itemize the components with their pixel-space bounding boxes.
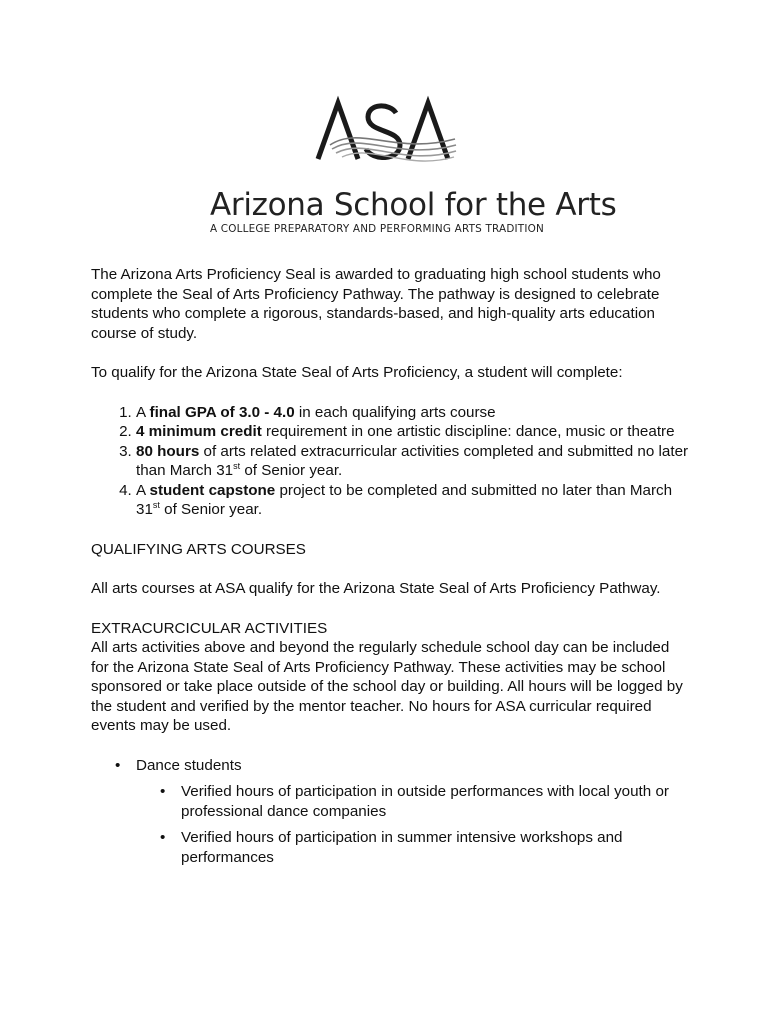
requirements-list: [91, 403, 691, 520]
school-name: Arizona School for the Arts: [210, 187, 617, 223]
extracurricular-heading: EXTRACURCICULAR ACTIVITIES: [91, 619, 328, 637]
asa-lettermark-icon: [310, 95, 460, 175]
qualify-lead: To qualify for the Arizona State Seal of Arts Proficiency, a student will complete:: [91, 364, 623, 381]
list-item: [115, 756, 691, 868]
bullet-icon: •: [115, 756, 121, 774]
courses-heading: QUALIFYING ARTS COURSES: [91, 540, 306, 558]
intro-paragraph: The Arizona Arts Proficiency Seal is awarded to graduating high school students who complete the Seal of Arts Proficiency Pathway. The pathway is designed to celebrate students who complete a rigorous, standards-based, and high-quality arts education course of study.: [91, 266, 661, 342]
requirement-item: 2. 4 minimum credit requirement in one artistic discipline: dance, music or theatre: [136, 422, 691, 442]
bullet-icon: •: [160, 783, 166, 800]
requirement-item: 4. A student capstone project to be completed and submitted no later than March 31st of Senior year.: [136, 481, 691, 520]
dance-sublist: [136, 782, 691, 867]
list-item: • Verified hours of participation in summer intensive workshops and performances: [160, 829, 623, 866]
asa-logo: [200, 95, 617, 245]
bullet-icon: •: [160, 829, 166, 846]
school-tagline: A COLLEGE PREPARATORY AND PERFORMING ARTS TRADITION: [210, 223, 544, 235]
list-item: • Verified hours of participation in outside performances with local youth or professional dance companies: [160, 783, 669, 820]
requirement-item: 1. A final GPA of 3.0 - 4.0 in each qualifying arts course: [136, 403, 691, 423]
extracurricular-text: All arts activities above and beyond the regularly schedule school day can be included for the Arizona State Seal of Arts Proficiency Pathway. These activities may be school sponsored or take place outside of the school day or building. All hours will be logged by the student and verified by the mentor teacher. No hours for ASA curricular required events may be used.: [91, 639, 683, 734]
courses-text: All arts courses at ASA qualify for the Arizona State Seal of Arts Proficiency Pathway.: [91, 580, 661, 597]
dance-label: Dance students: [136, 756, 242, 774]
discipline-list: [91, 756, 691, 868]
document-body: [91, 265, 691, 874]
requirement-item: 3. 80 hours of arts related extracurricular activities completed and submitted no later than March 31st of Senior year.: [136, 442, 691, 481]
